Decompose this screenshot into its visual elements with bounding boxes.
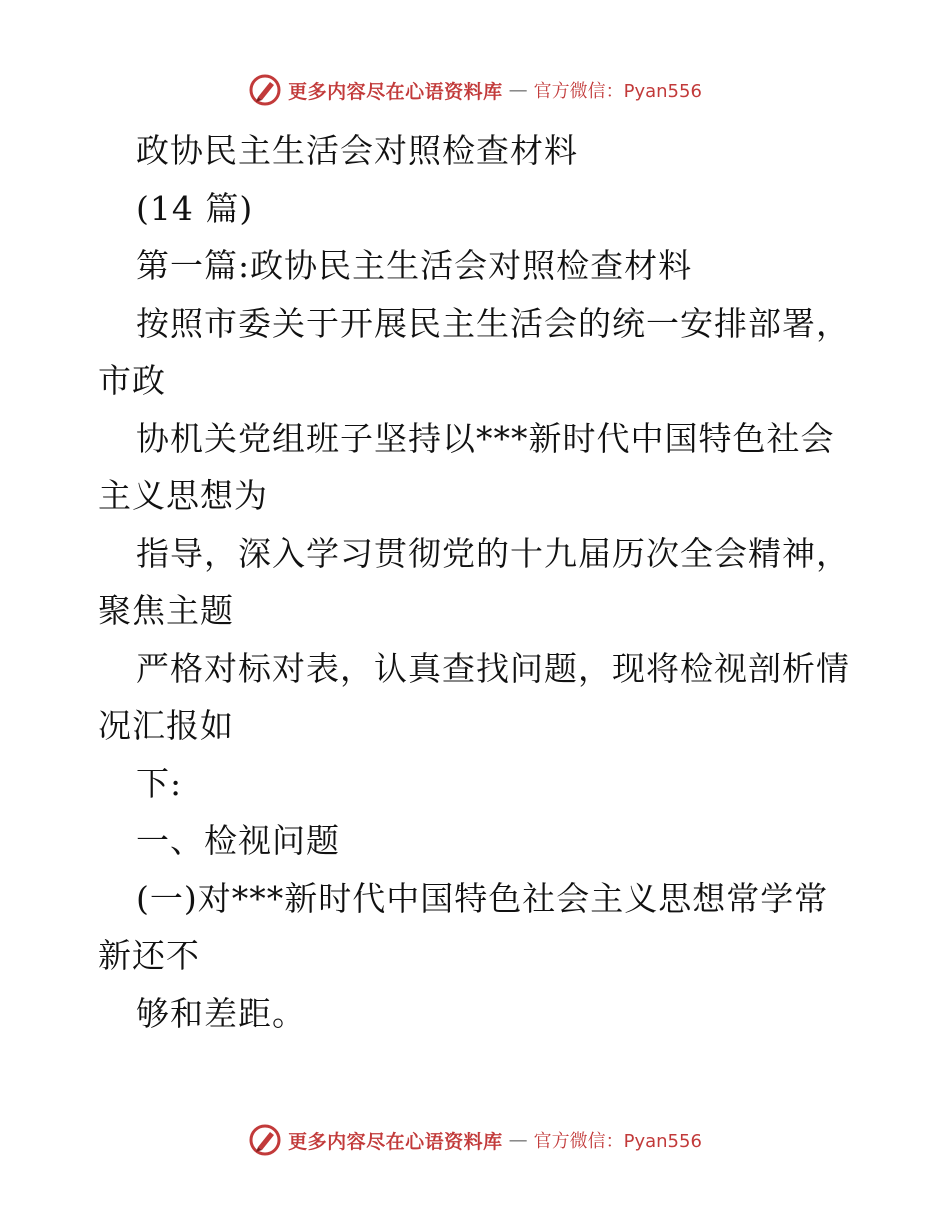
watermark-main-text: 更多内容尽在心语资料库 bbox=[288, 1130, 503, 1153]
text-line: 况汇报如 bbox=[98, 706, 234, 745]
document-body bbox=[98, 122, 858, 1042]
text-line: 下: bbox=[136, 763, 183, 803]
text-line: 市政 bbox=[98, 361, 166, 400]
watermark-dash: — bbox=[508, 79, 528, 101]
text-line: 严格对标对表，认真查找问题，现将检视剖析情 bbox=[136, 648, 850, 688]
text-line: 协机关党组班子坚持以***新时代中国特色社会 bbox=[136, 418, 835, 458]
subsection-heading: 一、检视问题 bbox=[136, 821, 340, 860]
text-line: 按照市委关于开展民主生活会的统一安排部署， bbox=[136, 303, 850, 343]
watermark-sub-text: 官方微信：Pyan556 bbox=[533, 1131, 702, 1152]
pen-logo-icon bbox=[248, 1123, 282, 1157]
text-line: (一)对***新时代中国特色社会主义思想常学常 bbox=[136, 878, 829, 918]
pen-logo-icon bbox=[248, 73, 282, 107]
watermark-main-text: 更多内容尽在心语资料库 bbox=[288, 80, 503, 103]
text-line: 新还不 bbox=[98, 936, 200, 975]
document-count: (14 篇) bbox=[136, 188, 254, 228]
text-line: 聚焦主题 bbox=[98, 591, 234, 630]
section-heading: 第一篇:政协民主生活会对照检查材料 bbox=[136, 246, 693, 285]
watermark-dash: — bbox=[508, 1129, 528, 1151]
text-line: 主义思想为 bbox=[98, 476, 268, 515]
watermark-footer bbox=[0, 1120, 950, 1160]
text-line: 指导，深入学习贯彻党的十九届历次全会精神， bbox=[136, 533, 850, 573]
text-line: 够和差距。 bbox=[136, 993, 306, 1033]
document-title: 政协民主生活会对照检查材料 bbox=[136, 131, 578, 170]
watermark-sub-text: 官方微信：Pyan556 bbox=[533, 81, 702, 102]
watermark-header bbox=[0, 70, 950, 110]
